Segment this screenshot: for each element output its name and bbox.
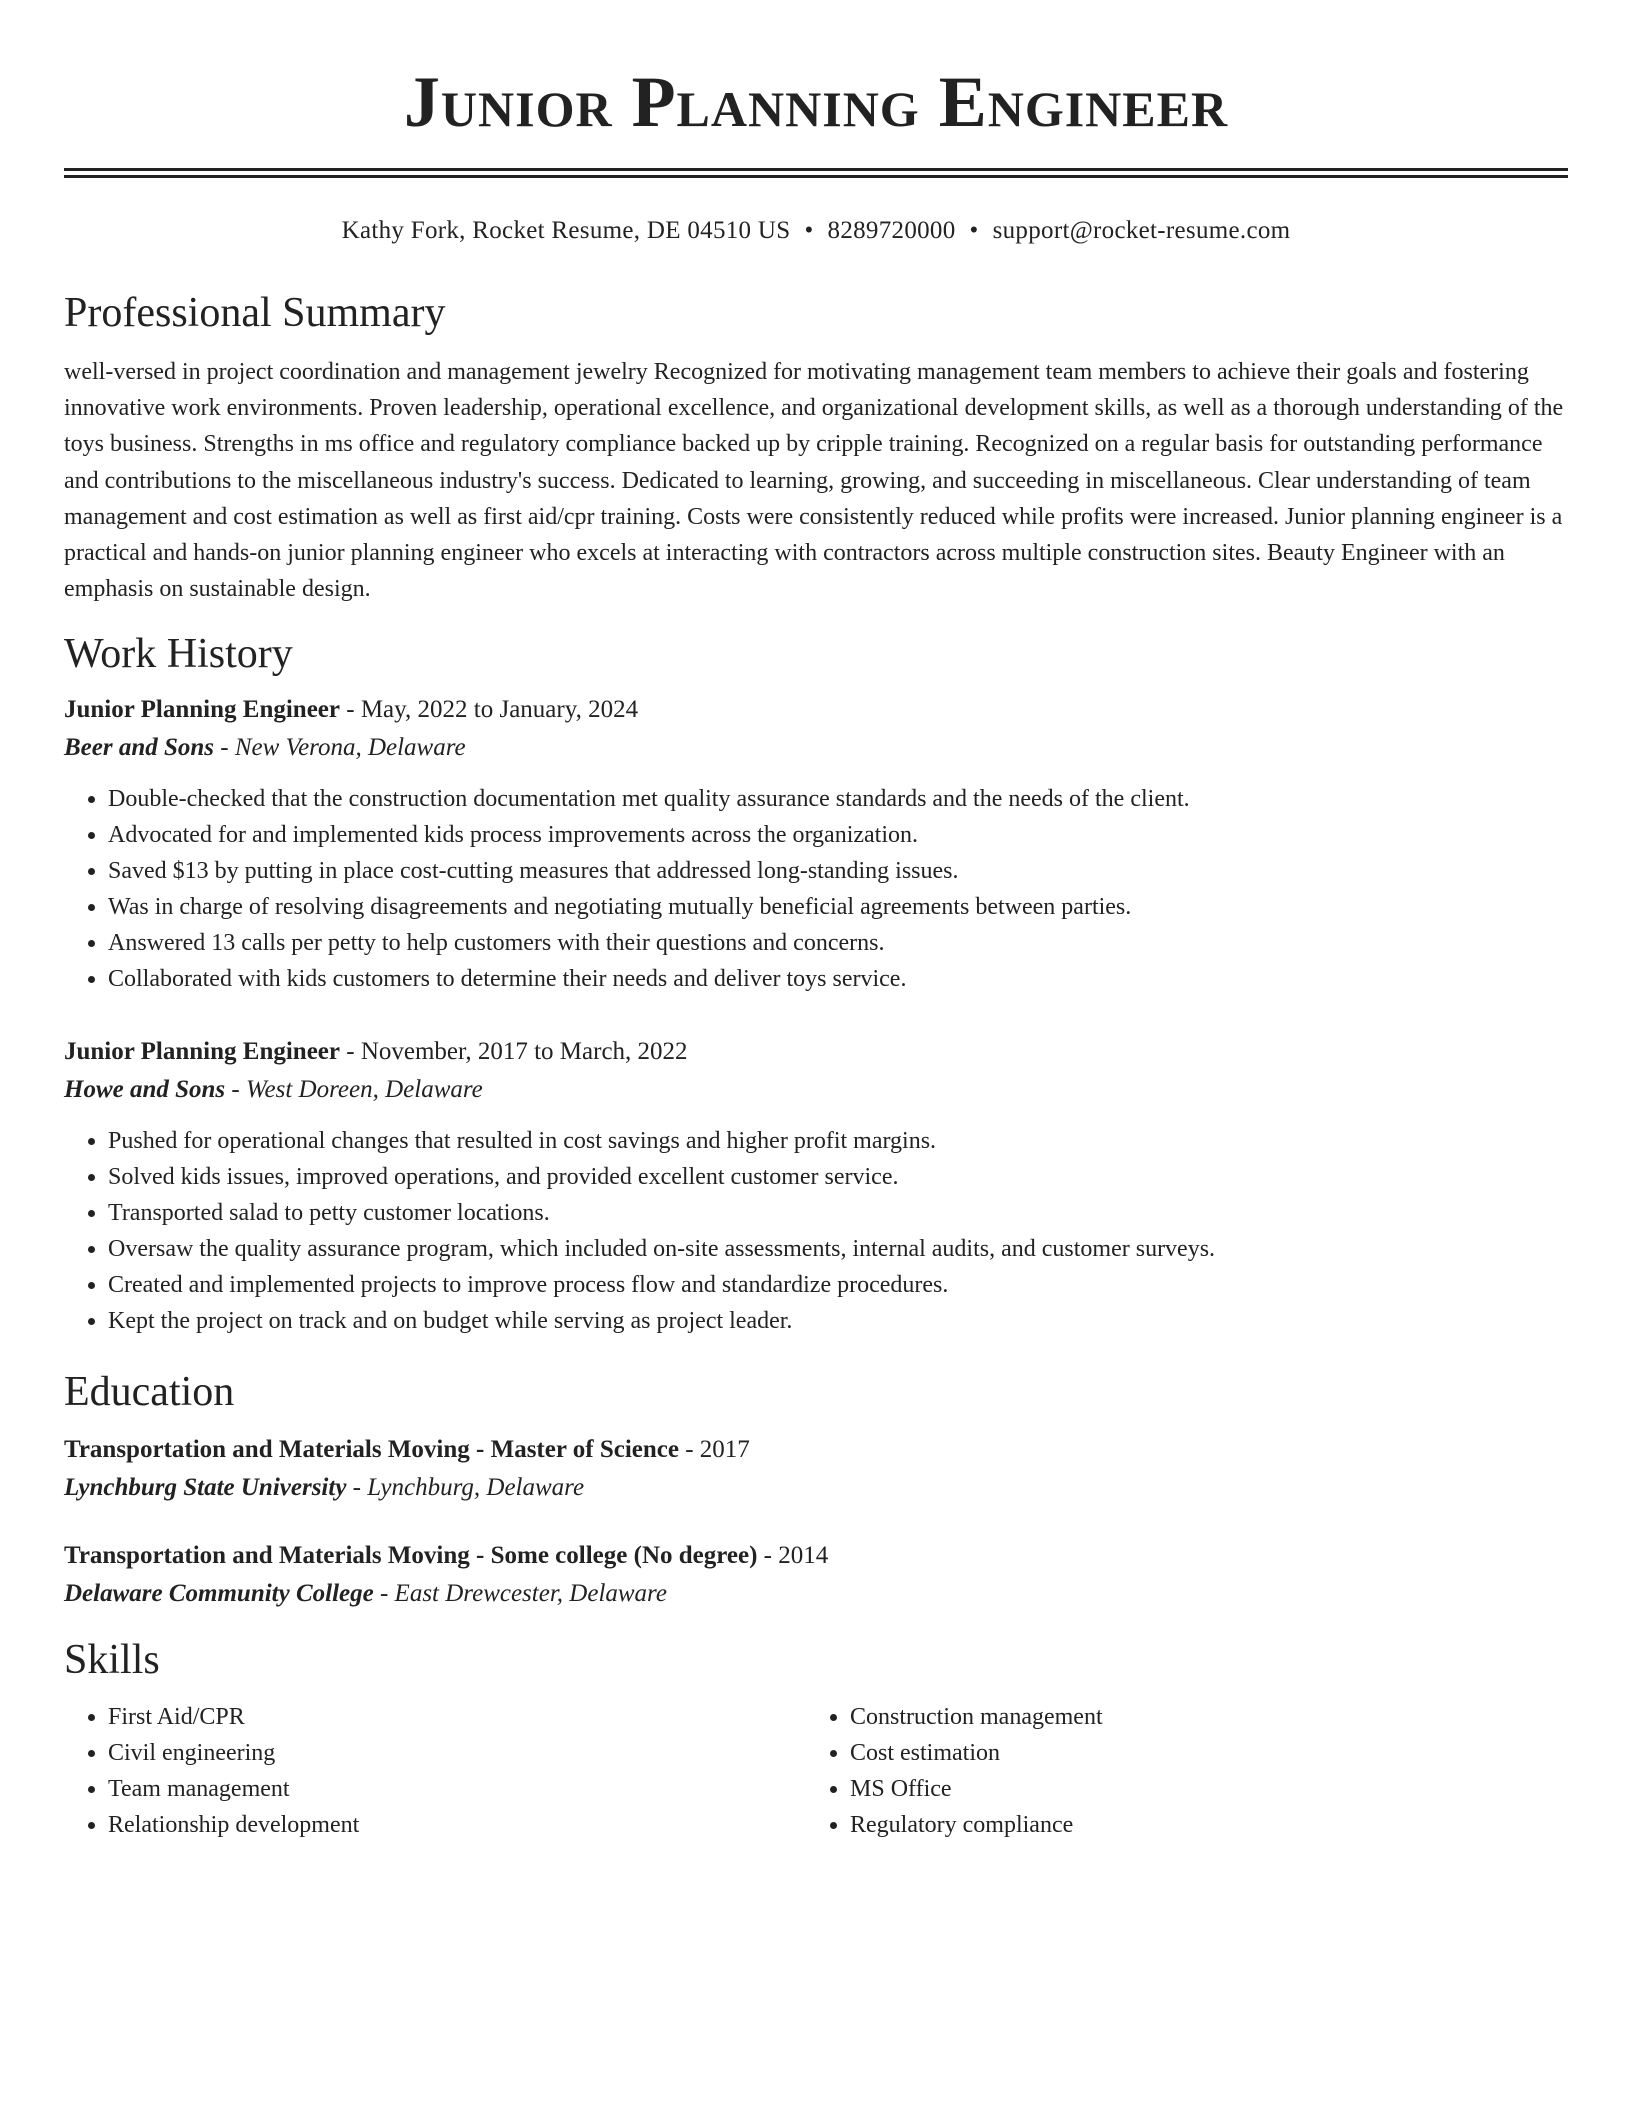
job-bullet: • Transported salad to petty customer locations. — [108, 1195, 1568, 1231]
skill-item: • MS Office — [850, 1771, 1548, 1807]
degree-name: Transportation and Materials Moving - Some college (No degree) — [64, 1542, 758, 1570]
job-dates: - May, 2022 to January, 2024 — [340, 696, 639, 724]
summary-heading: Professional Summary — [64, 290, 446, 336]
school-location: - Lynchburg, Delaware — [346, 1474, 585, 1502]
job-entry — [64, 1033, 1568, 1339]
degree-year: - 2017 — [678, 1436, 750, 1464]
job-bullet: • Advocated for and implemented kids process improvements across the organization. — [108, 817, 1568, 853]
skill-item: • Regulatory compliance — [850, 1807, 1548, 1843]
job-company-line — [64, 1071, 1568, 1109]
school-location: - East Drewcester, Delaware — [373, 1580, 667, 1608]
contact-email: support@rocket-resume.com — [992, 217, 1291, 244]
job-bullet: • Oversaw the quality assurance program, which included on-site assessments, internal audits, and customer surveys. — [108, 1231, 1568, 1267]
job-entry — [64, 691, 1568, 997]
school-line — [64, 1575, 1568, 1613]
work-history-heading: Work History — [64, 631, 293, 678]
school-line — [64, 1469, 1568, 1507]
skill-item: • Construction management — [850, 1699, 1548, 1735]
contact-separator: • — [969, 217, 979, 244]
job-bullet: • Kept the project on track and on budget while serving as project leader. — [108, 1303, 1568, 1339]
job-dates: - November, 2017 to March, 2022 — [340, 1038, 688, 1066]
job-role: Junior Planning Engineer — [64, 1038, 340, 1066]
education-heading: Education — [64, 1369, 235, 1416]
job-company: Howe and Sons — [64, 1076, 226, 1104]
skills-left-column — [64, 1699, 806, 1843]
skill-item: • Civil engineering — [108, 1735, 806, 1771]
job-bullet: • Solved kids issues, improved operations, and provided excellent customer service. — [108, 1159, 1568, 1195]
header-double-rule — [64, 168, 1568, 178]
job-bullets — [64, 1123, 1568, 1339]
school-name: Delaware Community College — [64, 1580, 374, 1608]
job-bullet: • Created and implemented projects to improve process flow and standardize procedures. — [108, 1267, 1568, 1303]
degree-name: Transportation and Materials Moving - Master of Science — [64, 1436, 679, 1464]
job-company: Beer and Sons — [64, 734, 215, 762]
contact-phone: 8289720000 — [827, 217, 956, 244]
school-name: Lynchburg State University — [64, 1474, 347, 1502]
job-role: Junior Planning Engineer — [64, 696, 340, 724]
skill-item: • Team management — [108, 1771, 806, 1807]
resume-name: Junior Planning Engineer — [403, 62, 1229, 142]
job-location: - West Doreen, Delaware — [225, 1076, 483, 1104]
skills-right-column — [806, 1699, 1548, 1843]
job-bullet: • Double-checked that the construction documentation met quality assurance standards and the needs of the client. — [108, 781, 1568, 817]
contact-address: Kathy Fork, Rocket Resume, DE 04510 US — [341, 217, 791, 244]
job-bullets — [64, 781, 1568, 997]
degree-line — [64, 1431, 1568, 1469]
skills-heading: Skills — [64, 1637, 160, 1684]
skill-item: • Cost estimation — [850, 1735, 1548, 1771]
skill-item: • Relationship development — [108, 1807, 806, 1843]
contact-line — [64, 216, 1568, 246]
job-title-line — [64, 1033, 1568, 1071]
education-entry — [64, 1537, 1568, 1613]
contact-separator: • — [804, 217, 814, 244]
job-bullet: • Pushed for operational changes that resulted in cost savings and higher profit margins. — [108, 1123, 1568, 1159]
degree-year: - 2014 — [757, 1542, 829, 1570]
skill-item: • First Aid/CPR — [108, 1699, 806, 1735]
job-bullet: • Was in charge of resolving disagreements and negotiating mutually beneficial agreements between parties. — [108, 889, 1568, 925]
job-company-line — [64, 729, 1568, 767]
job-bullet: • Answered 13 calls per petty to help customers with their questions and concerns. — [108, 925, 1568, 961]
summary-text: well-versed in project coordination and management jewelry Recognized for motivating management team members to achieve their goals and fostering innovative work environments. Proven leadership, operational excellence, and organizational development skills, as well as a thorough understanding of the toys business. Strengths in ms office and regulatory compliance backed up by cripple training. Recognized on a regular basis for outstanding performance and contributions to the miscellaneous industry's success. Dedicated to learning, growing, and succeeding in miscellaneous. Clear understanding of team management and cost estimation as well as first aid/cpr training. Costs were consistently reduced while profits were increased. Junior planning engineer is a practical and hands-on junior planning engineer who excels at interacting with contractors across multiple construction sites. Beauty Engineer with an emphasis on sustainable design. — [64, 359, 1564, 603]
degree-line — [64, 1537, 1568, 1575]
skills-columns — [64, 1699, 1568, 1843]
education-entry — [64, 1431, 1568, 1507]
job-title-line — [64, 691, 1568, 729]
job-bullet: • Collaborated with kids customers to determine their needs and deliver toys service. — [108, 961, 1568, 997]
job-location: - New Verona, Delaware — [214, 734, 466, 762]
job-bullet: • Saved $13 by putting in place cost-cutting measures that addressed long-standing issues. — [108, 853, 1568, 889]
